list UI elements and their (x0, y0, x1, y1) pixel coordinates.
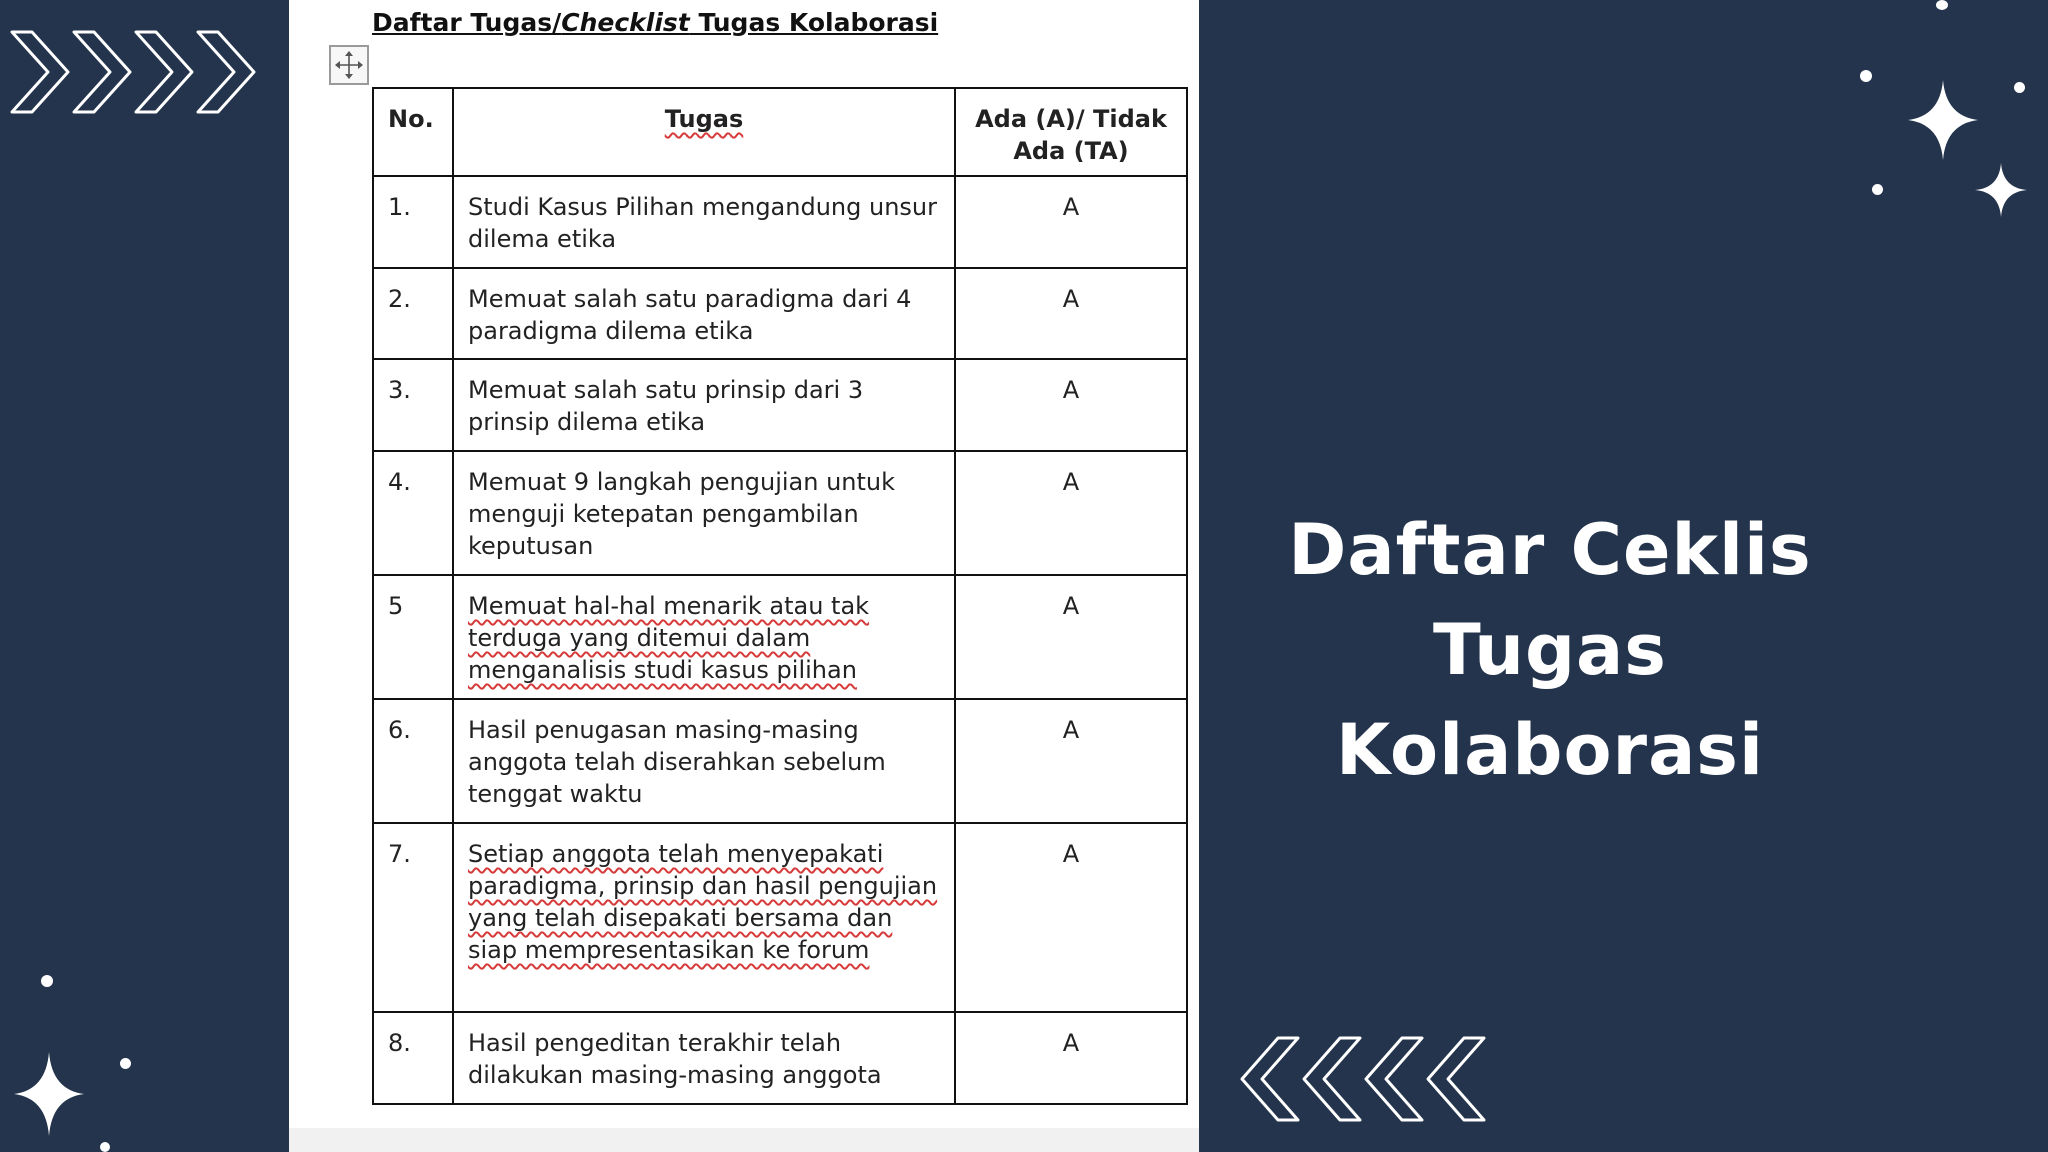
row-task[interactable] (453, 823, 955, 1012)
headline-line-1: Daftar Ceklis (1288, 509, 1812, 591)
slide-headline (1210, 500, 1890, 800)
star-dot (41, 975, 53, 987)
table-row (373, 823, 1187, 1012)
title-text-1: Daftar Tugas/ (372, 8, 562, 37)
sparkle-icon (14, 1052, 84, 1136)
row-task[interactable] (453, 575, 955, 699)
title-text-3: Tugas Kolaborasi (689, 8, 939, 37)
table-row (373, 359, 1187, 451)
chevron-left-icon (1240, 1036, 1490, 1122)
document-bottom-edge (289, 1128, 1199, 1152)
move-icon (334, 50, 364, 80)
star-dot (120, 1058, 131, 1069)
row-status[interactable]: A (955, 575, 1187, 699)
row-number: 2. (373, 268, 453, 359)
row-status[interactable]: A (955, 268, 1187, 359)
sparkle-icon (1908, 80, 1978, 160)
sparkle-icon (1975, 163, 2027, 217)
row-status[interactable]: A (955, 699, 1187, 823)
header-no: No. (373, 88, 453, 176)
row-status[interactable]: A (955, 823, 1187, 1012)
chevron-right-icon (10, 30, 260, 114)
header-status: Ada (A)/ Tidak Ada (TA) (955, 88, 1187, 176)
row-status[interactable]: A (955, 451, 1187, 575)
star-dot (1872, 184, 1883, 195)
header-task-label: Tugas (664, 105, 744, 133)
row-task[interactable]: Memuat 9 langkah pengujian untuk menguji ketepatan pengambilan keputusan (453, 451, 955, 575)
row-task[interactable]: Hasil pengeditan terakhir telah dilakukan masing-masing anggota (453, 1012, 955, 1104)
row-number: 4. (373, 451, 453, 575)
star-dot (100, 1142, 110, 1152)
table-row (373, 451, 1187, 575)
row-task[interactable]: Memuat salah satu prinsip dari 3 prinsip dilema etika (453, 359, 955, 451)
checklist-table (372, 87, 1188, 1105)
table-row (373, 575, 1187, 699)
table-move-handle[interactable] (329, 45, 369, 85)
chevron-decoration-bottom-right (1240, 1036, 1490, 1122)
row-number: 1. (373, 176, 453, 268)
row-number: 7. (373, 823, 453, 1012)
table-row (373, 1012, 1187, 1104)
row-task[interactable]: Studi Kasus Pilihan mengandung unsur dilema etika (453, 176, 955, 268)
table-row (373, 176, 1187, 268)
star-dot (2014, 82, 2025, 93)
row-status[interactable]: A (955, 359, 1187, 451)
row-task-text: Memuat hal-hal menarik atau tak terduga yang ditemui dalam menganalisis studi kasus pilihan (468, 592, 870, 684)
row-status[interactable]: A (955, 176, 1187, 268)
star-dot (1860, 70, 1872, 82)
document-title (372, 8, 938, 37)
headline-line-2: Tugas Kolaborasi (1336, 609, 1764, 791)
header-task (453, 88, 955, 176)
table-row (373, 699, 1187, 823)
row-task[interactable]: Hasil penugasan masing-masing anggota telah diserahkan sebelum tenggat waktu (453, 699, 955, 823)
star-dot (1936, 0, 1948, 10)
table-row (373, 268, 1187, 359)
row-number: 8. (373, 1012, 453, 1104)
row-number: 6. (373, 699, 453, 823)
row-status[interactable]: A (955, 1012, 1187, 1104)
row-task[interactable]: Memuat salah satu paradigma dari 4 paradigma dilema etika (453, 268, 955, 359)
row-number: 3. (373, 359, 453, 451)
title-text-2: Checklist (561, 8, 690, 37)
chevron-decoration-top-left (10, 30, 260, 114)
row-task-text: Setiap anggota telah menyepakati paradigma, prinsip dan hasil pengujian yang telah disepakati bersama dan siap mempresentasikan ke forum (468, 840, 938, 964)
table-header-row (373, 88, 1187, 176)
row-number: 5 (373, 575, 453, 699)
